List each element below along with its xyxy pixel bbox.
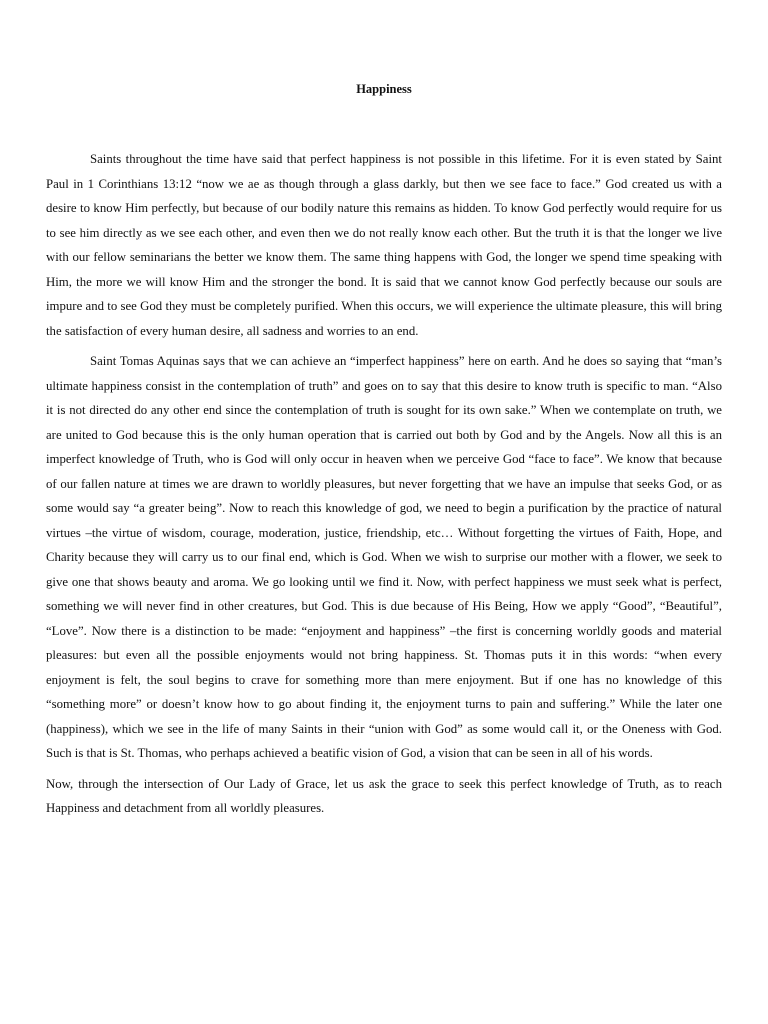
document-title: Happiness	[356, 82, 412, 96]
paragraph-1: Saints throughout the time have said that perfect happiness is not possible in this lifetime. For it is even stated by Saint Paul in 1 Corinthians 13:12 “now we ae as though through a glass darkly, but then we see face to face.” God created us with a desire to know Him perfectly, but because of our bodily nature this remains as hidden. To know God perfectly would require for us to see him directly as we see each other, and even then we do not really know each other. But the truth it is that the longer we live with our fellow seminarians the better we know them. The same thing happens with God, the longer we spend time speaking with Him, the more we will know Him and the stronger the bond. It is said that we cannot know God perfectly because our souls are impure and to see God they must be completely purified. When this occurs, we will experience the ultimate pleasure, this will bring the satisfaction of every human desire, all sadness and worries to an end.	[46, 152, 722, 338]
paragraph-2: Saint Tomas Aquinas says that we can achieve an “imperfect happiness” here on earth. And he does so saying that “man’s ultimate happiness consist in the contemplation of truth” and goes on to say that this desire to know truth is specific to man. “Also it is not directed do any other end since the contemplation of truth is sought for its own sake.” When we contemplate on truth, we are united to God because this is the only human operation that is carried out both by God and by the Angels. Now all this is an imperfect knowledge of Truth, who is God will only occur in heaven when we perceive God “face to face”. We know that because of our fallen nature at times we are drawn to worldly pleasures, but never forgetting that we have an impulse that seeks God, or as some would say “a greater being”. Now to reach this knowledge of god, we need to begin a purification by the practice of natural virtues –the virtue of wisdom, courage, moderation, justice, friendship, etc… Without forgetting the virtues of Faith, Hope, and Charity because they will carry us to our final end, which is God. When we wish to surprise our mother with a flower, we seek to give one that shows beauty and aroma. We go looking until we find it. Now, with perfect happiness we must seek what is perfect, something we will never find in other creatures, but God. This is due because of His Being, How we apply “Good”, “Beautiful”, “Love”. Now there is a distinction to be made: “enjoyment and happiness” –the first is concerning worldly goods and material pleasures: but even all the possible enjoyments would not bring happiness. St. Thomas puts it in this words: “when every enjoyment is felt, the soul begins to crave for something more than mere enjoyment. But if one has no knowledge of this “something more” or doesn’t know how to go about finding it, the enjoyment turns to pain and suffering.” While the later one (happiness), which we see in the life of many Saints in their “union with God” as some would call it, or the Oneness with God. Such is that is St. Thomas, who perhaps achieved a beatific vision of God, a vision that can be seen in all of his words.	[46, 354, 722, 760]
document-body	[46, 147, 722, 827]
paragraph-3: Now, through the intersection of Our Lady of Grace, let us ask the grace to seek this perfect knowledge of Truth, as to reach Happiness and detachment from all worldly pleasures.	[46, 776, 722, 815]
